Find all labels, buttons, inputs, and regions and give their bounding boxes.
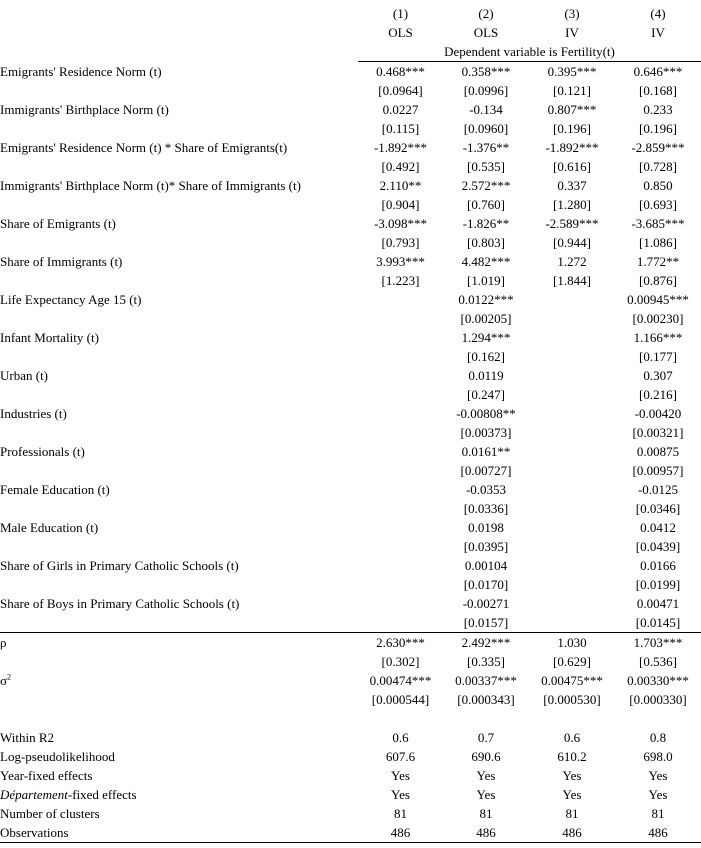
standard-error-cell: [0.0157] [463, 615, 509, 630]
coefficient-row [0, 252, 701, 271]
standard-error-cell: [0.00321] [632, 425, 684, 440]
standard-error-label-empty [0, 613, 358, 633]
variable-label [0, 290, 358, 309]
coefficient-cell: -0.00808** [456, 406, 516, 421]
standard-error-cell [529, 423, 615, 442]
coefficient-cell: 0.0122*** [458, 292, 514, 307]
standard-error-cell: [1.280] [553, 197, 591, 212]
standard-error-cell: [0.0346] [635, 501, 681, 516]
standard-error-cell [529, 499, 615, 518]
coefficient-row [0, 214, 701, 233]
coefficient-cell: 0.358*** [461, 64, 511, 79]
statistic-value-cell: 0.7 [477, 730, 495, 745]
coefficient-cell [358, 366, 443, 385]
header-empty-cell [0, 4, 358, 23]
coefficient-cell: 1.272 [557, 254, 587, 269]
standard-error-cell: [0.00205] [460, 311, 512, 326]
standard-error-row [0, 157, 701, 176]
coefficient-cell: 2.572*** [461, 178, 511, 193]
variable-label-superscript: 2 [7, 672, 12, 682]
standard-error-label-empty [0, 119, 358, 138]
standard-error-cell: [0.876] [639, 273, 677, 288]
coefficient-cell: 0.00330*** [627, 673, 689, 688]
coefficient-row [0, 594, 701, 613]
coefficient-cell [529, 556, 615, 575]
header-empty-cell [0, 42, 358, 62]
statistic-value-cell: Yes [562, 768, 582, 783]
standard-error-row [0, 613, 701, 633]
standard-error-cell: [0.535] [467, 159, 505, 174]
standard-error-row [0, 233, 701, 252]
standard-error-row [0, 309, 701, 328]
header-empty-cell [0, 23, 358, 42]
standard-error-cell [358, 499, 443, 518]
coefficient-cell: 0.337 [557, 178, 587, 193]
coefficient-cell: 0.395*** [547, 64, 597, 79]
spacer-cell [0, 709, 701, 728]
coefficient-cell: 0.00474*** [369, 673, 432, 688]
coefficient-cell [529, 480, 615, 499]
coefficient-row [0, 442, 701, 461]
col-number-1: (1) [392, 6, 409, 21]
coefficient-cell: 0.307 [643, 368, 673, 383]
standard-error-cell: [0.693] [639, 197, 677, 212]
coefficient-cell: 0.807*** [547, 102, 597, 117]
statistic-value-cell: 81 [565, 806, 579, 821]
statistic-row [0, 785, 701, 804]
variable-label [0, 366, 358, 385]
standard-error-row [0, 81, 701, 100]
statistic-value-cell: Yes [648, 787, 668, 802]
coefficient-cell: 0.0119 [468, 368, 504, 383]
variable-label-text: Female Education (t) [0, 482, 110, 497]
standard-error-label-empty [0, 461, 358, 480]
statistic-value-cell: 0.8 [649, 730, 667, 745]
standard-error-cell [358, 309, 443, 328]
standard-error-cell: [0.492] [381, 159, 420, 174]
standard-error-cell: [0.115] [381, 121, 420, 136]
coefficient-cell: -1.892*** [545, 140, 599, 155]
statistic-value-cell: 486 [443, 823, 529, 843]
variable-label [0, 138, 358, 157]
standard-error-cell [529, 461, 615, 480]
variable-label [0, 328, 358, 347]
standard-error-cell: [0.335] [467, 654, 505, 669]
coefficient-row [0, 176, 701, 195]
statistic-value-cell: Yes [562, 787, 582, 802]
standard-error-label-empty [0, 347, 358, 366]
standard-error-cell: [0.196] [639, 121, 677, 136]
variable-label [0, 62, 358, 82]
standard-error-row [0, 461, 701, 480]
coefficient-cell: 0.0166 [640, 558, 676, 573]
standard-error-cell: [0.728] [639, 159, 677, 174]
standard-error-cell [358, 461, 443, 480]
statistic-label: Within R2 [0, 730, 55, 745]
coefficient-cell: 0.00475*** [541, 673, 603, 688]
standard-error-cell [529, 347, 615, 366]
standard-error-cell [358, 385, 443, 404]
standard-error-cell [529, 309, 615, 328]
coefficient-cell: -0.0125 [637, 482, 679, 497]
coefficient-row [0, 671, 701, 690]
coefficient-row [0, 404, 701, 423]
variable-label [0, 594, 358, 613]
standard-error-cell: [0.177] [639, 349, 677, 364]
statistic-row [0, 728, 701, 747]
coefficient-row [0, 480, 701, 499]
standard-error-cell: [1.844] [553, 273, 591, 288]
coefficient-row [0, 633, 701, 653]
variable-label-text: σ [0, 673, 8, 688]
coefficient-cell: -1.826** [462, 216, 510, 231]
regression-table-body [0, 4, 701, 843]
standard-error-cell: [0.629] [553, 654, 591, 669]
statistic-value-cell: 0.6 [392, 730, 409, 745]
standard-error-label-empty [0, 690, 358, 709]
standard-error-cell: [0.00230] [632, 311, 684, 326]
variable-label [0, 633, 358, 653]
coefficient-row [0, 62, 701, 82]
coefficient-cell: -2.589*** [545, 216, 599, 231]
statistic-label: Log-pseudolikelihood [0, 749, 115, 764]
standard-error-row [0, 119, 701, 138]
standard-error-cell: [0.0170] [463, 577, 509, 592]
standard-error-row [0, 575, 701, 594]
standard-error-row [0, 271, 701, 290]
standard-error-row [0, 652, 701, 671]
header-dependent-variable-row [0, 42, 701, 62]
spacer-row [0, 709, 701, 728]
coefficient-cell [358, 404, 443, 423]
standard-error-cell: [0.000544] [371, 692, 430, 707]
coefficient-cell [529, 442, 615, 461]
coefficient-cell: -3.098*** [373, 216, 428, 231]
standard-error-cell [529, 537, 615, 556]
coefficient-cell [529, 366, 615, 385]
variable-label-text: Share of Emigrants (t) [0, 216, 116, 231]
statistic-row [0, 747, 701, 766]
standard-error-cell: [0.216] [639, 387, 677, 402]
statistic-value-cell: 698.0 [643, 749, 673, 764]
standard-error-cell [358, 347, 443, 366]
coefficient-cell [529, 290, 615, 309]
coefficient-cell: 1.030 [529, 633, 615, 653]
standard-error-label-empty [0, 499, 358, 518]
statistic-value-cell: 486 [529, 823, 615, 843]
coefficient-row [0, 556, 701, 575]
standard-error-cell: [0.162] [467, 349, 505, 364]
standard-error-cell: [0.196] [553, 121, 591, 136]
standard-error-cell [529, 385, 615, 404]
statistic-row [0, 804, 701, 823]
variable-label-text: Industries (t) [0, 406, 67, 421]
standard-error-label-empty [0, 271, 358, 290]
coefficient-row [0, 328, 701, 347]
statistic-value-cell: Yes [476, 787, 496, 802]
standard-error-label-empty [0, 385, 358, 404]
coefficient-cell: 0.850 [643, 178, 673, 193]
variable-label-text: Share of Boys in Primary Catholic Schools (t) [0, 596, 240, 611]
standard-error-row [0, 385, 701, 404]
standard-error-cell: [0.302] [381, 654, 420, 669]
statistic-value-cell: 486 [615, 823, 701, 843]
standard-error-cell [358, 537, 443, 556]
statistic-value-cell: 607.6 [385, 749, 416, 764]
standard-error-label-empty [0, 537, 358, 556]
coefficient-cell: 0.0227 [382, 102, 419, 117]
statistic-value-cell: Yes [391, 787, 410, 802]
coefficient-cell: 0.468*** [376, 64, 425, 79]
standard-error-cell: [0.803] [467, 235, 505, 250]
variable-label [0, 556, 358, 575]
coefficient-cell: 3.993*** [376, 254, 425, 269]
standard-error-cell [358, 423, 443, 442]
col-method-1: OLS [388, 25, 413, 40]
coefficient-cell: -2.859*** [631, 140, 685, 155]
coefficient-cell: 2.492*** [443, 633, 529, 653]
standard-error-cell: [0.0395] [463, 539, 509, 554]
variable-label-text: Emigrants' Residence Norm (t) [0, 63, 162, 79]
coefficient-cell: 0.0412 [640, 520, 676, 535]
standard-error-cell: [0.00727] [460, 463, 512, 478]
variable-label [0, 100, 358, 119]
coefficient-cell [358, 328, 443, 347]
standard-error-cell: [1.019] [467, 273, 505, 288]
standard-error-cell [358, 575, 443, 594]
statistic-value-cell: 0.6 [563, 730, 581, 745]
header-col-methods-row [0, 23, 701, 42]
variable-label [0, 214, 358, 233]
coefficient-cell: -0.00420 [634, 406, 682, 421]
coefficient-cell [358, 518, 443, 537]
standard-error-row [0, 499, 701, 518]
standard-error-cell [529, 613, 615, 633]
dependent-variable-label: Dependent variable is Fertility(t) [358, 42, 701, 62]
standard-error-label-empty [0, 575, 358, 594]
variable-label-text: Emigrants' Residence Norm (t) * Share of Emigrants(t) [0, 140, 288, 155]
coefficient-cell: 4.482*** [461, 254, 511, 269]
coefficient-cell [529, 328, 615, 347]
standard-error-label-empty [0, 157, 358, 176]
standard-error-cell: [1.223] [381, 273, 420, 288]
coefficient-row [0, 366, 701, 385]
standard-error-row [0, 537, 701, 556]
col-method-4: IV [651, 25, 665, 40]
standard-error-cell: [0.0145] [635, 615, 681, 630]
variable-label [0, 404, 358, 423]
standard-error-cell: [0.793] [381, 235, 420, 250]
statistic-label-italic: Département [0, 787, 68, 802]
statistic-value-cell: 690.6 [471, 749, 501, 764]
variable-label-text: Life Expectancy Age 15 (t) [0, 292, 142, 307]
statistic-label-rest: -fixed effects [67, 787, 137, 802]
standard-error-cell [358, 613, 443, 633]
col-number-4: (4) [650, 6, 666, 21]
statistic-label: Number of clusters [0, 806, 100, 821]
statistic-value-cell: 81 [394, 806, 407, 821]
coefficient-cell: 0.00337*** [455, 673, 517, 688]
standard-error-cell: [0.616] [553, 159, 591, 174]
coefficient-cell [358, 290, 443, 309]
statistic-label: Observations [0, 823, 358, 843]
coefficient-cell: -0.0353 [465, 482, 507, 497]
coefficient-cell: 0.00104 [464, 558, 508, 573]
coefficient-row [0, 518, 701, 537]
statistic-row [0, 766, 701, 785]
variable-label [0, 671, 358, 690]
standard-error-label-empty [0, 81, 358, 100]
statistic-value-cell: Yes [391, 768, 410, 783]
variable-label-text: Professionals (t) [0, 444, 85, 459]
standard-error-cell: [0.168] [639, 83, 677, 98]
coefficient-cell: 0.646*** [633, 64, 683, 79]
variable-label [0, 252, 358, 271]
coefficient-cell: 2.110** [379, 178, 422, 193]
standard-error-cell: [0.904] [381, 197, 420, 212]
statistic-value-cell: 486 [358, 823, 443, 843]
statistic-label [0, 785, 358, 804]
coefficient-cell: -0.00271 [462, 596, 510, 611]
variable-label-text: Share of Immigrants (t) [0, 254, 123, 269]
coefficient-cell [529, 518, 615, 537]
standard-error-cell: [0.247] [467, 387, 505, 402]
standard-error-cell: [1.086] [639, 235, 677, 250]
standard-error-cell: [0.0336] [463, 501, 509, 516]
coefficient-cell [529, 594, 615, 613]
standard-error-label-empty [0, 195, 358, 214]
coefficient-cell: 0.0198 [468, 520, 504, 535]
coefficient-cell [358, 594, 443, 613]
statistic-value-cell: Yes [648, 768, 668, 783]
coefficient-row [0, 138, 701, 157]
coefficient-cell [358, 442, 443, 461]
standard-error-cell: [0.760] [467, 197, 505, 212]
statistic-label: Year-fixed effects [0, 768, 93, 783]
standard-error-cell: [0.000530] [543, 692, 601, 707]
coefficient-cell: 1.294*** [461, 330, 511, 345]
standard-error-label-empty [0, 233, 358, 252]
regression-table [0, 4, 701, 843]
statistic-value-cell: 81 [651, 806, 665, 821]
coefficient-cell [358, 480, 443, 499]
coefficient-cell: -1.376** [462, 140, 510, 155]
standard-error-cell: [0.00957] [632, 463, 684, 478]
coefficient-cell: 0.0161** [461, 444, 511, 459]
col-method-3: IV [565, 25, 579, 40]
standard-error-cell: [0.0439] [635, 539, 681, 554]
coefficient-cell: 0.00875 [636, 444, 680, 459]
variable-label-text: Male Education (t) [0, 520, 99, 535]
header-col-numbers-row [0, 4, 701, 23]
variable-label [0, 176, 358, 195]
standard-error-cell: [0.00373] [460, 425, 512, 440]
col-number-2: (2) [478, 6, 494, 21]
standard-error-cell: [0.000330] [629, 692, 687, 707]
coefficient-row [0, 290, 701, 309]
variable-label-text: Immigrants' Birthplace Norm (t)* Share of Immigrants (t) [0, 178, 301, 193]
coefficient-cell: 1.703*** [615, 633, 701, 653]
standard-error-row [0, 423, 701, 442]
variable-label [0, 518, 358, 537]
standard-error-label-empty [0, 309, 358, 328]
standard-error-label-empty [0, 652, 358, 671]
coefficient-cell: -0.134 [469, 102, 503, 117]
coefficient-row [0, 100, 701, 119]
standard-error-cell: [0.0960] [463, 121, 509, 136]
variable-label [0, 442, 358, 461]
standard-error-row [0, 347, 701, 366]
coefficient-cell: 0.00471 [636, 596, 680, 611]
variable-label [0, 480, 358, 499]
coefficient-cell: 1.772** [636, 254, 680, 269]
col-number-3: (3) [564, 6, 580, 21]
standard-error-cell: [0.0996] [463, 83, 509, 98]
coefficient-cell: -3.685*** [631, 216, 685, 231]
variable-label-text: ρ [0, 635, 7, 650]
statistic-value-cell: 610.2 [557, 749, 587, 764]
coefficient-cell: 2.630*** [358, 633, 443, 653]
coefficient-cell: 1.166*** [633, 330, 683, 345]
variable-label-text: Infant Mortality (t) [0, 330, 99, 345]
standard-error-cell [529, 575, 615, 594]
coefficient-cell: 0.00945*** [627, 292, 689, 307]
standard-error-cell: [0.121] [553, 83, 591, 98]
col-method-2: OLS [473, 25, 499, 40]
coefficient-cell: 0.233 [643, 102, 673, 117]
coefficient-cell [358, 556, 443, 575]
coefficient-cell [529, 404, 615, 423]
statistic-row [0, 823, 701, 843]
standard-error-cell: [0.0199] [635, 577, 681, 592]
standard-error-cell: [0.000343] [457, 692, 515, 707]
variable-label-text: Share of Girls in Primary Catholic Schools (t) [0, 558, 239, 573]
standard-error-cell: [0.944] [553, 235, 591, 250]
variable-label-text: Urban (t) [0, 368, 49, 383]
variable-label-text: Immigrants' Birthplace Norm (t) [0, 102, 169, 117]
coefficient-cell: -1.892*** [373, 140, 428, 155]
standard-error-row [0, 690, 701, 709]
statistic-value-cell: 81 [479, 806, 493, 821]
standard-error-cell: [0.0964] [378, 83, 423, 98]
statistic-value-cell: Yes [476, 768, 496, 783]
standard-error-cell: [0.536] [639, 654, 677, 669]
standard-error-label-empty [0, 423, 358, 442]
standard-error-row [0, 195, 701, 214]
